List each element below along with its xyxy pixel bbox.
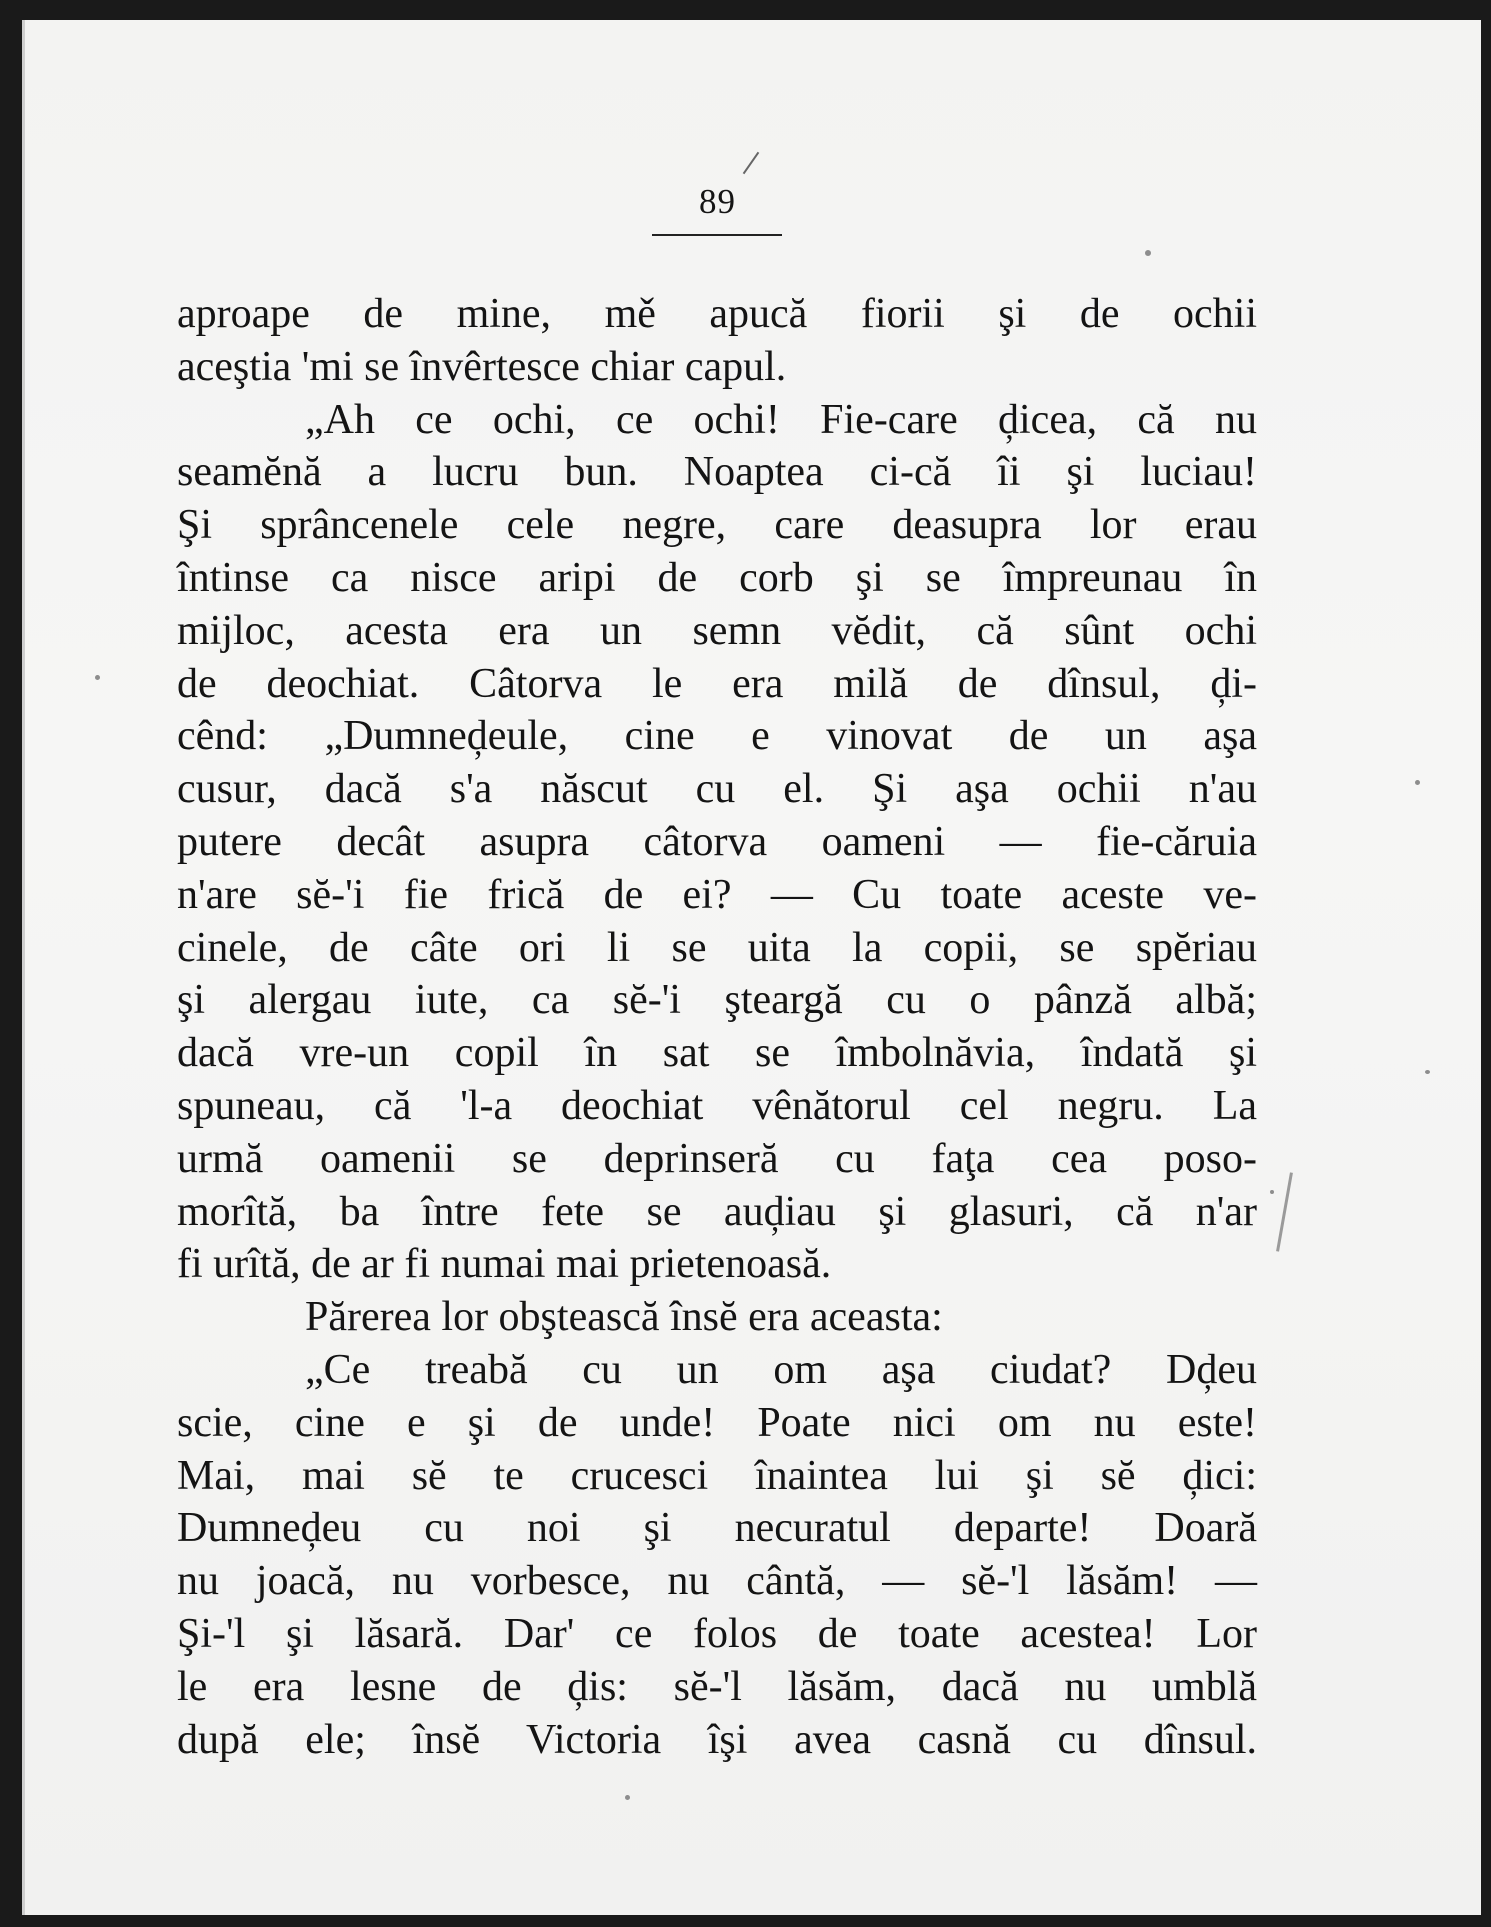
text-line: cênd: „Dumneḑeule, cine e vinovat de un aşa (177, 713, 1257, 760)
scan-speck (1415, 780, 1420, 785)
text-line: „Ah ce ochi, ce ochi! Fie-care ḑicea, că nu (305, 396, 1257, 443)
text-line: dacă vre-un copil în sat se îmbolnăvia, îndată şi (177, 1030, 1257, 1077)
scan-speck (95, 675, 100, 680)
text-line: Şi sprâncenele cele negre, care deasupra lor erau (177, 502, 1257, 549)
text-line: morîtă, ba între fete se auḑiau şi glasuri, că n'ar (177, 1188, 1257, 1235)
text-line: aproape de mine, mě apucă fiorii şi de ochii (177, 291, 1257, 337)
text-line: scie, cine e şi de unde! Poate nici om nu este! (177, 1399, 1257, 1446)
text-line: mijloc, acesta era un semn vĕdit, că sûnt ochi (177, 607, 1257, 654)
page-number: 89 (699, 182, 736, 221)
text-line: Şi-'l şi lăsară. Dar' ce folos de toate acestea! Lor (177, 1610, 1257, 1657)
scan-margin-mark (1276, 1172, 1293, 1251)
text-line: putere decât asupra câtorva oameni — fie-căruia (177, 818, 1257, 865)
page-number-rule (652, 234, 782, 236)
text-line: aceştia 'mi se învêrtesce chiar capul. (177, 343, 787, 390)
text-line: cinele, de câte ori li se uita la copii, se spĕriau (177, 924, 1257, 971)
text-line: cusur, dacă s'a născut cu el. Şi aşa ochii n'au (177, 766, 1257, 813)
text-line: întinse ca nisce aripi de corb şi se împreunau în (177, 554, 1257, 601)
body-text (177, 288, 1257, 1766)
scan-speck (1425, 1070, 1430, 1074)
text-line: Dumneḑeu cu noi şi necuratul departe! Doară (177, 1505, 1257, 1552)
text-line: spuneau, că 'l-a deochiat vênătorul cel negru. La (177, 1082, 1257, 1129)
text-line: de deochiat. Câtorva le era milă de dînsul, ḑi- (177, 660, 1257, 707)
text-line: urmă oamenii se deprinseră cu faţa cea poso- (177, 1135, 1257, 1182)
text-line: Mai, mai sĕ te crucesci înaintea lui şi sĕ ḑici: (177, 1452, 1257, 1499)
book-page (22, 20, 1481, 1915)
scan-speck (1145, 250, 1151, 256)
text-line: Părerea lor obştească însĕ era aceasta: (305, 1294, 943, 1341)
text-line: „Ce treabă cu un om aşa ciudat? Dḑeu (305, 1346, 1257, 1393)
scan-margin-mark (743, 152, 760, 174)
text-line: şi alergau iute, ca sĕ-'i şteargă cu o pânză albă; (177, 977, 1257, 1024)
text-line: n'are sĕ-'i fie frică de ei? — Cu toate aceste ve- (177, 871, 1257, 918)
scan-speck (625, 1795, 630, 1800)
text-line: fi urîtă, de ar fi numai mai prietenoasă. (177, 1241, 832, 1288)
text-line: seamĕnă a lucru bun. Noaptea ci-că îi şi luciau! (177, 449, 1257, 496)
scan-speck (1270, 1190, 1274, 1194)
text-line: le era lesne de ḑis: sĕ-'l lăsăm, dacă nu umblă (177, 1663, 1257, 1710)
text-line: după ele; însĕ Victoria îşi avea casnă cu dînsul. (177, 1716, 1257, 1763)
text-line: nu joacă, nu vorbesce, nu cântă, — sĕ-'l lăsăm! — (177, 1558, 1257, 1605)
